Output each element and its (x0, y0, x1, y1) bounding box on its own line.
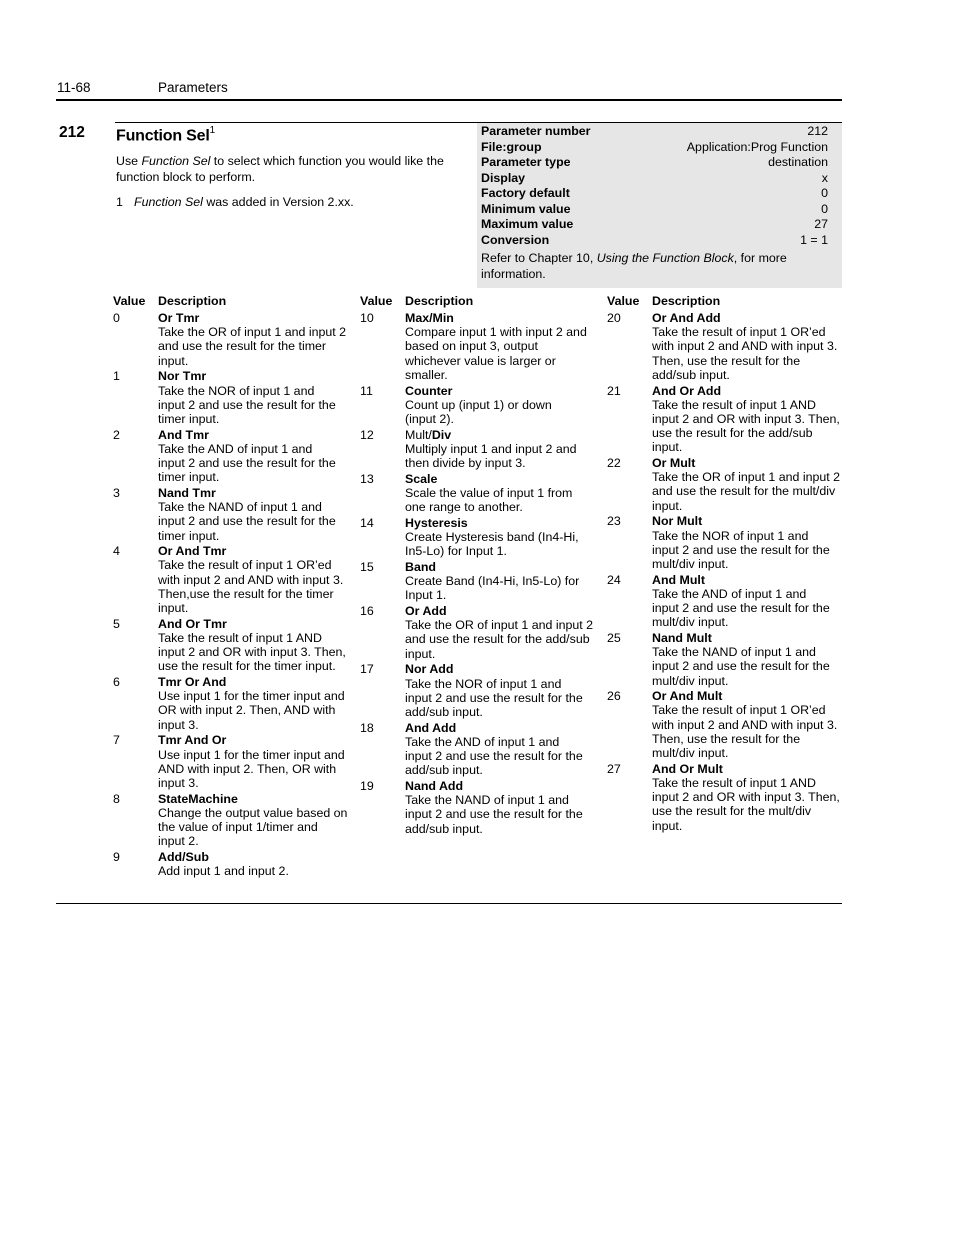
function-description: Change the output value based on the value of input 1/timer and input 2. (158, 805, 348, 849)
function-name: Or Tmr (158, 311, 200, 325)
info-label: File:group (481, 139, 542, 154)
function-description: Take the result of input 1 OR’ed with input 2 and AND with input 3. Then, use the result for the mult/div input. (652, 703, 838, 760)
function-value: 9 (113, 849, 120, 864)
function-value: 5 (113, 616, 120, 631)
parameter-description (116, 153, 461, 185)
info-value: 0 (821, 201, 828, 216)
info-row (481, 171, 828, 187)
function-description: Take the result of input 1 AND input 2 and OR with input 3. Then, use the result for the mult/div input. (652, 775, 840, 833)
function-value: 16 (360, 604, 374, 618)
function-description: Take the NOR of input 1 and input 2 and use the result for the mult/div input. (652, 528, 830, 571)
function-name: Tmr And Or (158, 733, 227, 748)
function-description: Take the result of input 1 AND input 2 and OR with input 3. Then, use the result for the add/sub input. (652, 397, 840, 455)
description-rest: to select which function you would like the function block to perform. (116, 154, 444, 184)
function-description: Take the OR of input 1 and input 2 and use the result for the timer input. (158, 325, 347, 368)
function-value: 4 (113, 544, 120, 559)
function-name: Mult/Div (405, 427, 452, 442)
function-name: Tmr Or And (158, 675, 227, 689)
info-label: Factory default (481, 186, 570, 200)
function-description: Multiply input 1 and input 2 and then divide by input 3. (405, 441, 577, 470)
info-row (481, 140, 828, 156)
function-description: Use input 1 for the timer input and OR with input 2. Then, AND with input 3. (158, 689, 345, 732)
info-value: 212 (807, 124, 828, 138)
function-value: 18 (360, 720, 374, 735)
header-rule (56, 99, 842, 101)
function-value: 11 (360, 383, 373, 398)
info-row (481, 186, 828, 202)
function-description: Count up (input 1) or down (input 2). (405, 397, 552, 426)
function-name: And Tmr (158, 427, 209, 442)
function-name: And Or Tmr (158, 616, 227, 631)
info-note-post: , for more information. (481, 251, 787, 281)
info-label: Display (481, 170, 526, 185)
footnote-italic: Function Sel (134, 195, 203, 209)
info-label: Parameter type (481, 155, 571, 169)
function-name: Or And Tmr (158, 544, 227, 559)
function-description: Take the AND of input 1 and input 2 and use the result for the add/sub input. (405, 734, 583, 778)
description-header: Description (158, 294, 227, 308)
function-description: Take the AND of input 1 and input 2 and use the result for the mult/div input. (652, 586, 830, 630)
function-value: 19 (360, 778, 374, 793)
description-header: Description (652, 294, 721, 308)
function-value: 14 (360, 515, 374, 530)
info-label: Maximum value (481, 217, 574, 231)
info-value: x (821, 170, 828, 185)
info-label: Parameter number (481, 124, 591, 138)
info-row (481, 124, 828, 140)
value-header: Value (607, 294, 640, 308)
parameter-name (116, 126, 215, 145)
function-value: 15 (360, 559, 374, 574)
function-value: 2 (113, 427, 120, 442)
function-value: 3 (113, 485, 120, 500)
function-name: Counter (405, 383, 453, 398)
function-description: Take the result of input 1 AND input 2 and OR with input 3. Then, use the result for the timer input. (158, 630, 346, 674)
function-name: Hysteresis (405, 515, 468, 530)
parameter-info-box (477, 123, 842, 288)
function-description: Use input 1 for the timer input and AND with input 2. Then, OR with input 3. (158, 747, 345, 790)
footnote (116, 194, 461, 210)
info-value: Application:Prog Function (686, 139, 828, 154)
function-value: 25 (607, 630, 621, 645)
function-value: 7 (113, 733, 120, 748)
function-name: Or And Add (652, 311, 721, 325)
function-description: Take the NAND of input 1 and input 2 and use the result for the timer input. (158, 500, 336, 543)
function-name: Nand Tmr (158, 485, 216, 500)
function-name: Max/Min (405, 311, 454, 325)
function-description: Create Band (In4-Hi, In5-Lo) for Input 1. (405, 574, 580, 603)
function-name: And Add (405, 720, 457, 735)
function-name: And Or Add (652, 383, 722, 398)
function-value: 10 (360, 311, 374, 325)
page-number: 11-68 (57, 80, 91, 95)
function-value: 0 (113, 311, 120, 325)
function-name: Nor Mult (652, 514, 703, 529)
function-description: Take the OR of input 1 and input 2 and use the result for the add/sub input. (405, 618, 594, 661)
function-description: Take the result of input 1 OR’ed with input 2 and AND with input 3. Then,use the result for the timer input. (158, 558, 344, 615)
parameter-name-text: Function Sel (116, 127, 210, 145)
function-name: Add/Sub (158, 849, 209, 864)
footnote-reference: 1 (209, 125, 215, 136)
info-label: Minimum value (481, 201, 571, 216)
function-description: Take the NOR of input 1 and input 2 and use the result for the timer input. (158, 383, 336, 426)
function-value: 23 (607, 514, 621, 529)
function-description: Take the NAND of input 1 and input 2 and use the result for the add/sub input. (405, 793, 583, 836)
info-row (481, 202, 828, 218)
function-value: 17 (360, 662, 374, 677)
function-description: Take the AND of input 1 and input 2 and use the result for the timer input. (158, 441, 336, 485)
function-value: 26 (607, 689, 621, 704)
function-name: Nor Add (405, 662, 454, 677)
function-description: Compare input 1 with input 2 and based on input 3, output whichever value is larger or smaller. (405, 325, 587, 382)
info-value: 1 = 1 (800, 232, 828, 247)
parameter-number: 212 (59, 124, 85, 141)
function-value: 6 (113, 675, 120, 689)
info-row (481, 233, 828, 249)
function-value: 24 (607, 572, 621, 587)
function-name: Nor Tmr (158, 369, 207, 384)
function-description: Scale the value of input 1 from one range to another. (405, 485, 573, 515)
description-header: Description (405, 294, 474, 308)
info-note-pre: Refer to Chapter 10, (481, 251, 597, 265)
function-value: 22 (607, 456, 621, 470)
function-name: Band (405, 559, 436, 574)
description-lead: Use (116, 154, 142, 168)
function-description: Create Hysteresis band (In4-Hi, In5-Lo) for Input 1. (405, 530, 579, 559)
function-name: Or Add (405, 604, 447, 618)
info-value: 0 (821, 186, 828, 200)
function-description: Take the result of input 1 OR’ed with input 2 and AND with input 3. Then, use the result for the add/sub input. (652, 325, 838, 382)
function-name: Nand Mult (652, 630, 712, 645)
value-header: Value (360, 294, 393, 308)
info-value: destination (768, 155, 828, 169)
description-italic: Function Sel (141, 154, 211, 168)
function-description: Take the OR of input 1 and input 2 and use the result for the mult/div input. (652, 470, 841, 513)
function-value: 20 (607, 311, 621, 325)
function-value: 27 (607, 761, 621, 776)
function-name: And Or Mult (652, 761, 723, 776)
info-row (481, 155, 828, 171)
footer-rule (56, 903, 842, 904)
section-title: Parameters (158, 80, 228, 95)
function-value: 13 (360, 471, 374, 486)
function-name: And Mult (652, 572, 705, 587)
function-name: Or And Mult (652, 689, 723, 704)
function-value: 1 (113, 369, 120, 384)
function-description: Take the NOR of input 1 and input 2 and use the result for the add/sub input. (405, 676, 583, 719)
function-value: 21 (607, 383, 621, 398)
function-description: Take the NAND of input 1 and input 2 and use the result for the mult/div input. (652, 645, 830, 688)
info-note-italic: Using the Function Block (596, 251, 734, 265)
info-row (481, 217, 828, 233)
function-name: Nand Add (405, 778, 464, 793)
footnote-mark: 1 (116, 195, 123, 209)
footnote-rest: was added in Version 2.xx. (202, 195, 354, 209)
function-value: 12 (360, 427, 374, 442)
function-value: 8 (113, 791, 120, 806)
info-note (481, 251, 816, 282)
value-header: Value (113, 294, 146, 308)
function-description: Add input 1 and input 2. (158, 864, 289, 879)
info-value: 27 (814, 217, 828, 231)
info-label: Conversion (481, 232, 550, 247)
function-name: StateMachine (158, 791, 238, 806)
function-name: Scale (405, 471, 438, 486)
function-name: Or Mult (652, 456, 696, 470)
